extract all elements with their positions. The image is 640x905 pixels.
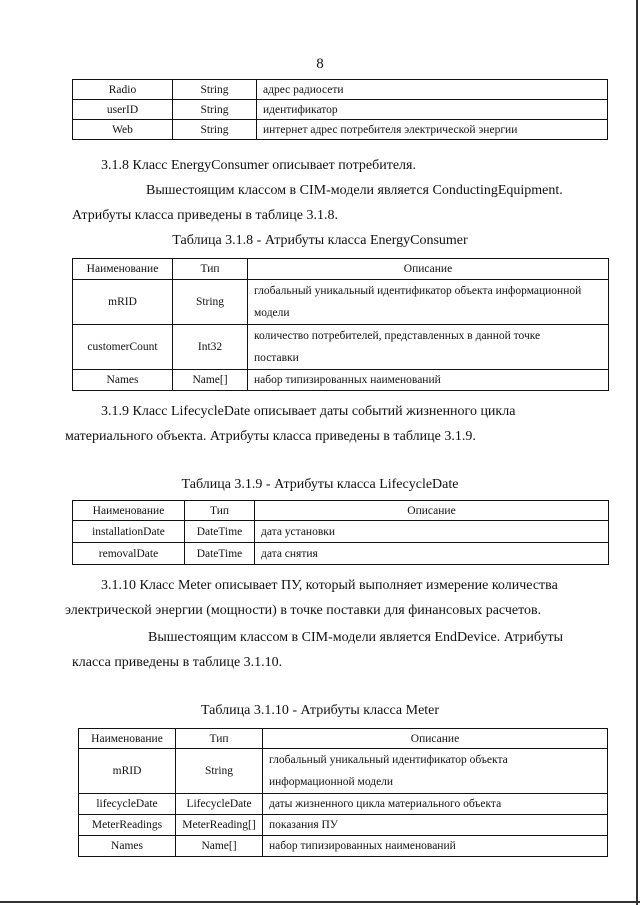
cell-desc: адрес радиосети — [257, 80, 608, 100]
table-header-row — [73, 259, 609, 280]
cell-desc — [248, 325, 609, 370]
cell-desc — [263, 749, 608, 794]
desc-line-1: глобальный уникальный идентификатор объекта — [269, 754, 508, 766]
table-row — [73, 543, 609, 565]
section-3-1-10-line2: электрической энергии (мощности) в точке поставки для финансовых расчетов. — [65, 603, 542, 618]
cell-name: Web — [73, 120, 173, 140]
table-row — [73, 325, 609, 370]
cell-name: userID — [73, 100, 173, 120]
section-3-1-10-line4: класса приведены в таблице 3.1.10. — [72, 655, 283, 670]
desc-line-2: поставки — [254, 352, 299, 364]
table-row — [73, 120, 608, 140]
cell-name: MeterReadings — [79, 815, 176, 836]
section-3-1-10-line1: 3.1.10 Класс Meter описывает ПУ, который выполняет измерение количества — [101, 578, 558, 593]
desc-line-1: количество потребителей, представленных в данной точке — [254, 330, 541, 342]
cell-type: Int32 — [173, 325, 248, 370]
cell-desc: дата снятия — [255, 543, 609, 565]
table-caption-3-1-10: Таблица 3.1.10 - Атрибуты класса Meter — [200, 703, 440, 718]
cell-name: customerCount — [73, 325, 173, 370]
table-row — [79, 836, 608, 857]
cell-desc: набор типизированных наименований — [263, 836, 608, 857]
table-header-row — [73, 501, 609, 521]
cell-type: String — [173, 80, 257, 100]
desc-line-1: глобальный уникальный идентификатор объекта информационной — [254, 285, 582, 297]
cell-type: DateTime — [185, 543, 255, 565]
table-row — [79, 794, 608, 815]
section-3-1-8-attrs: Атрибуты класса приведены в таблице 3.1.8. — [72, 208, 338, 223]
page-number: 8 — [316, 56, 324, 72]
cell-type: Name[] — [173, 370, 248, 391]
cell-desc: показания ПУ — [263, 815, 608, 836]
table-caption-3-1-8: Таблица 3.1.8 - Атрибуты класса EnergyConsumer — [172, 233, 468, 248]
cell-type: String — [176, 749, 263, 794]
cell-desc: набор типизированных наименований — [248, 370, 609, 391]
top-table — [72, 79, 608, 140]
header-name: Наименование — [73, 501, 185, 521]
table-caption-3-1-9: Таблица 3.1.9 - Атрибуты класса LifecycleDate — [181, 477, 459, 492]
header-type: Тип — [173, 259, 248, 280]
header-desc: Описание — [255, 501, 609, 521]
header-name: Наименование — [73, 259, 173, 280]
section-3-1-8-parent: Вышестоящим классом в CIM-модели является ConductingEquipment. — [146, 183, 563, 198]
cell-type: MeterReading[] — [176, 815, 263, 836]
cell-desc: даты жизненного цикла материального объекта — [263, 794, 608, 815]
header-name: Наименование — [79, 729, 176, 749]
header-type: Тип — [176, 729, 263, 749]
cell-name: mRID — [73, 280, 173, 325]
cell-type: LifecycleDate — [176, 794, 263, 815]
table-3-1-8 — [72, 258, 609, 391]
table-row — [73, 280, 609, 325]
table-3-1-9 — [72, 500, 609, 565]
section-3-1-9-line2: материального объекта. Атрибуты класса приведены в таблице 3.1.9. — [65, 429, 476, 444]
scan-edge-bottom — [0, 901, 640, 903]
table-header-row — [79, 729, 608, 749]
cell-type: Name[] — [176, 836, 263, 857]
cell-name: Names — [73, 370, 173, 391]
table-row — [73, 100, 608, 120]
table-row — [73, 80, 608, 100]
cell-desc: идентификатор — [257, 100, 608, 120]
cell-type: DateTime — [185, 521, 255, 543]
cell-type: String — [173, 100, 257, 120]
cell-desc — [248, 280, 609, 325]
table-3-1-10 — [78, 728, 608, 857]
table-row — [79, 749, 608, 794]
desc-line-2: модели — [254, 307, 290, 319]
cell-type: String — [173, 280, 248, 325]
desc-line-2: информационной модели — [269, 776, 394, 788]
section-3-1-10-line3: Вышестоящим классом в CIM-модели является EndDevice. Атрибуты — [148, 630, 564, 645]
cell-name: installationDate — [73, 521, 185, 543]
table-row — [73, 521, 609, 543]
cell-name: removalDate — [73, 543, 185, 565]
scan-edge-right — [636, 0, 638, 905]
section-3-1-8-heading: 3.1.8 Класс EnergyConsumer описывает потребителя. — [101, 158, 416, 173]
cell-type: String — [173, 120, 257, 140]
cell-desc: интернет адрес потребителя электрической энергии — [257, 120, 608, 140]
cell-name: Radio — [73, 80, 173, 100]
header-desc: Описание — [248, 259, 609, 280]
table-row — [79, 815, 608, 836]
section-3-1-9-line1: 3.1.9 Класс LifecycleDate описывает даты событий жизненного цикла — [101, 404, 516, 419]
cell-name: lifecycleDate — [79, 794, 176, 815]
cell-name: Names — [79, 836, 176, 857]
header-desc: Описание — [263, 729, 608, 749]
cell-name: mRID — [79, 749, 176, 794]
table-row — [73, 370, 609, 391]
header-type: Тип — [185, 501, 255, 521]
cell-desc: дата установки — [255, 521, 609, 543]
